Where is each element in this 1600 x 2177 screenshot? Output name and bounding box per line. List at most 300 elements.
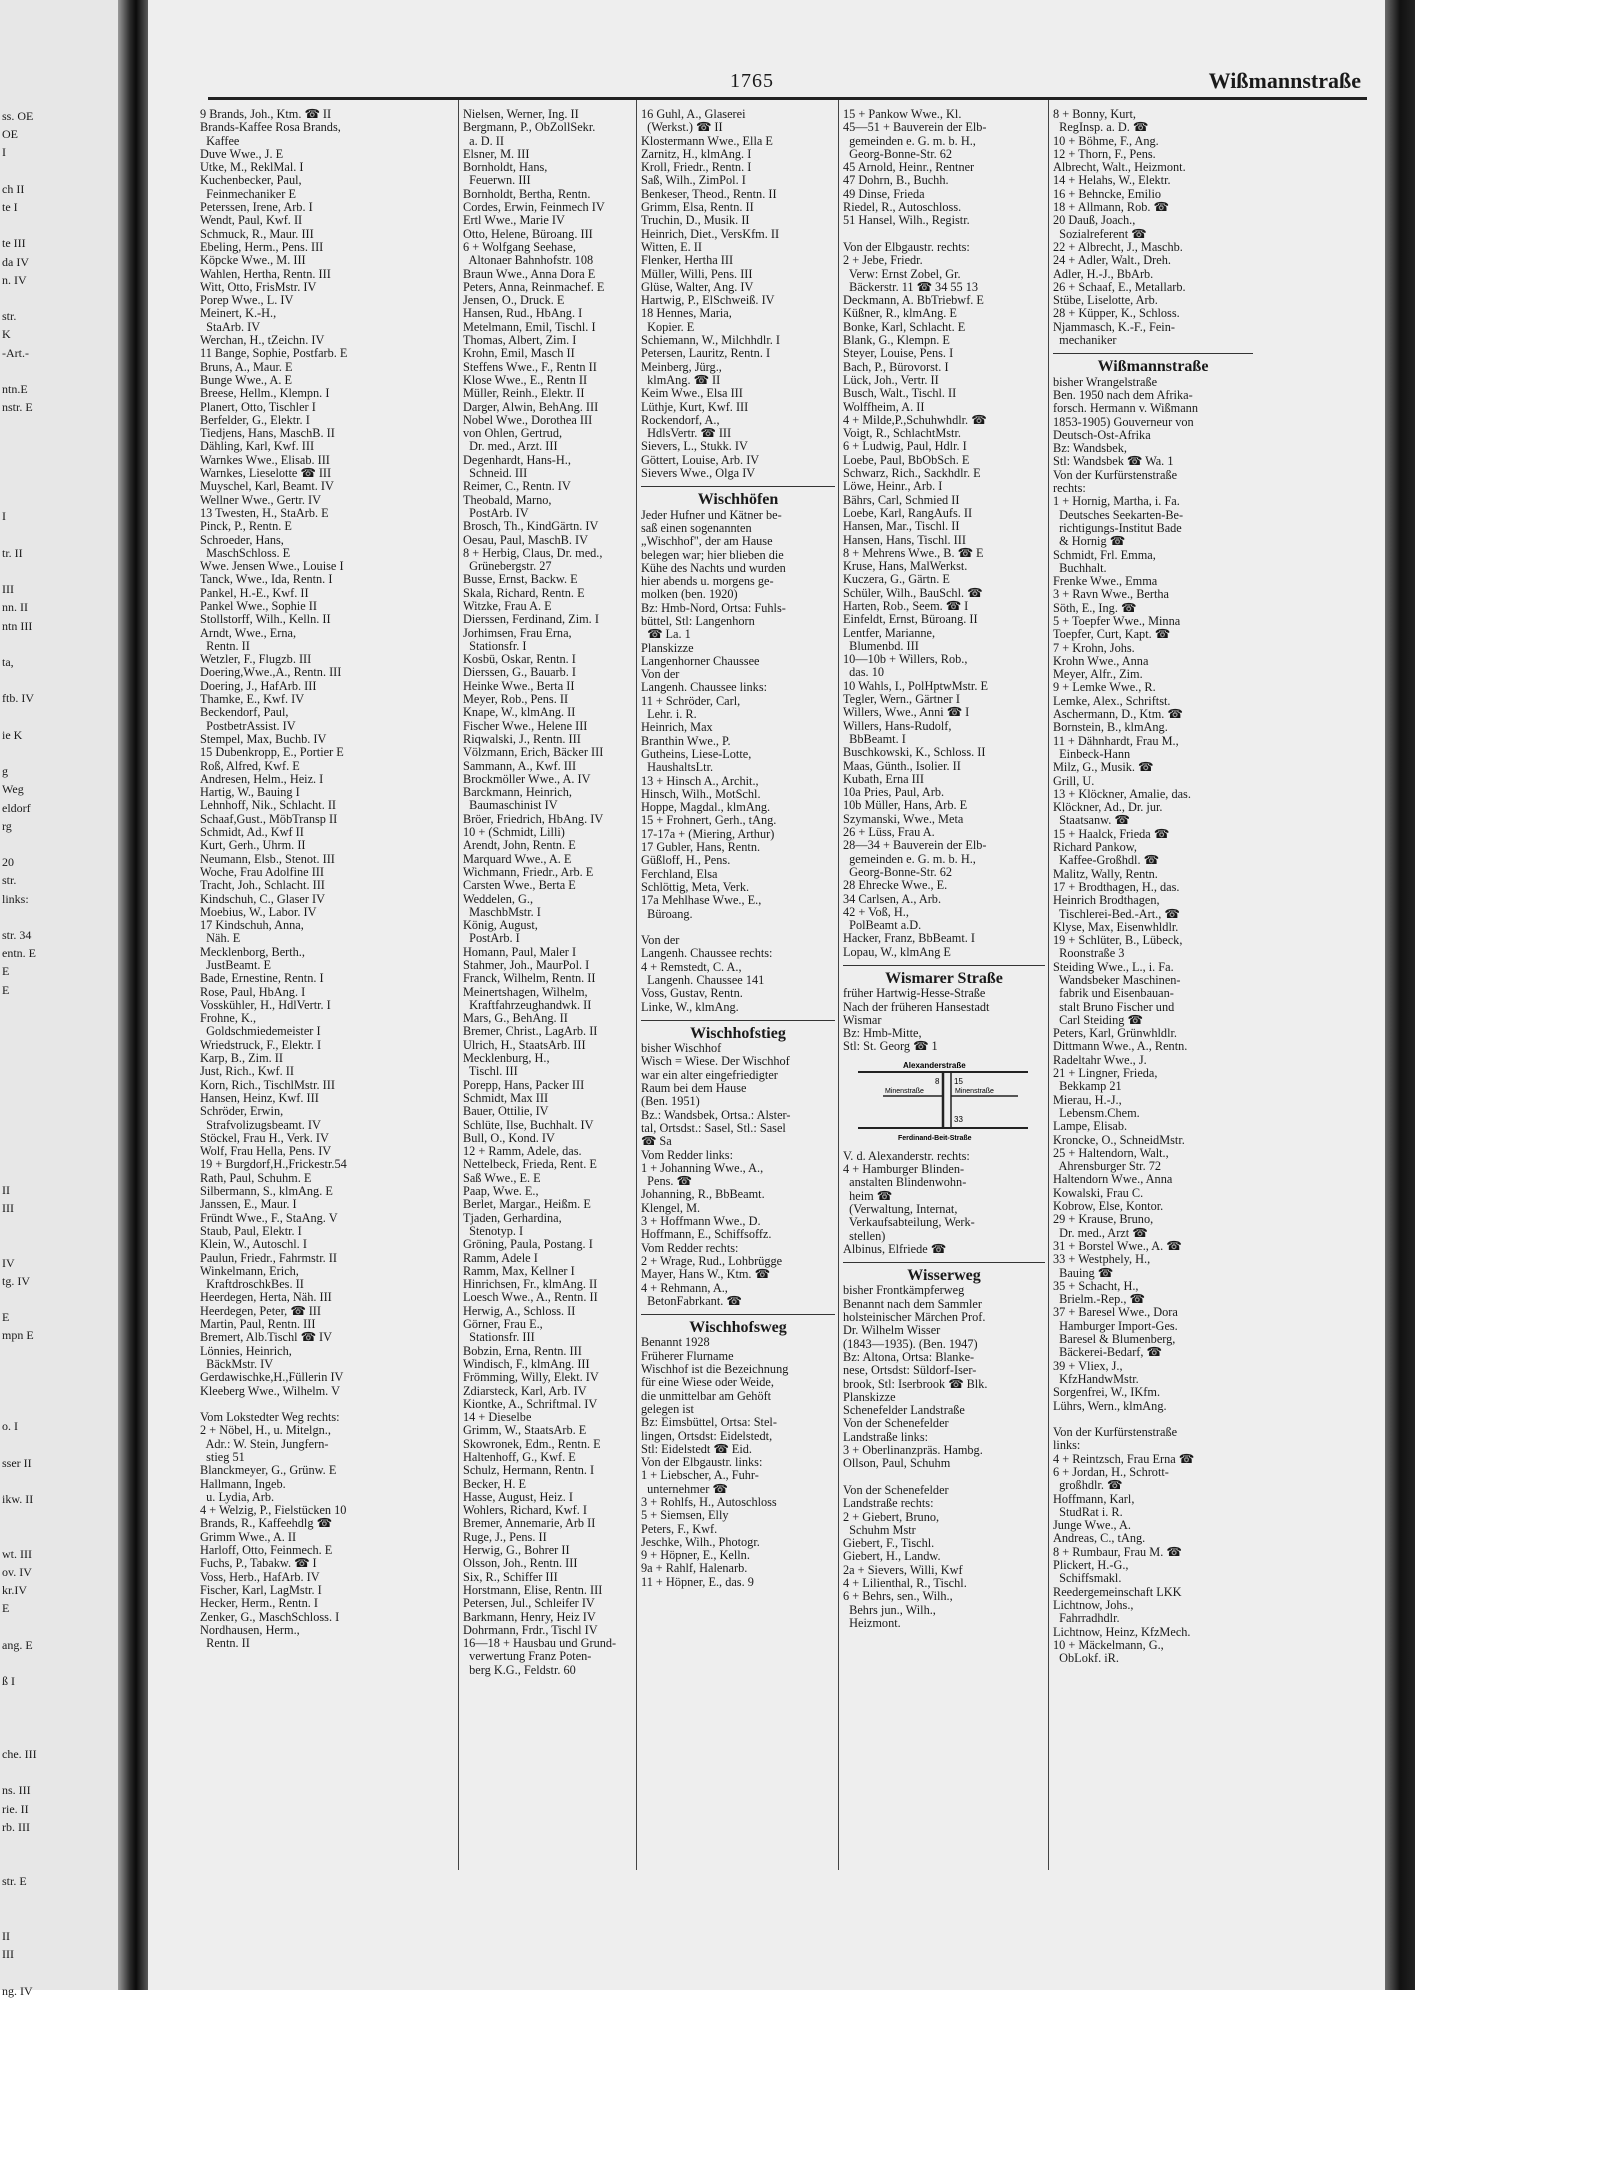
entry-line: Olsson, Joh., Rentn. III <box>463 1556 578 1571</box>
entry-line: Janssen, E., Maur. I <box>200 1197 297 1212</box>
left-page-text: ang. E <box>2 1637 33 1652</box>
entry-line: Schaaf,Gust., MöbTransp II <box>200 811 338 826</box>
entry-line: PostArb. IV <box>463 505 529 520</box>
entry-line: Sievers Wwe., Olga IV <box>641 466 756 481</box>
entry-line: Dr. med., Arzt ☎ <box>1053 1225 1148 1240</box>
entry-line: Branthin Wwe., P. <box>641 733 731 748</box>
entry-line: Bauing ☎ <box>1053 1265 1114 1280</box>
entry-line: Schlöttig, Meta, Verk. <box>641 879 750 894</box>
entry-line: Tanck, Wwe., Ida, Rentn. I <box>200 572 333 587</box>
entry-line: Pens. ☎ <box>641 1174 692 1189</box>
entry-line: Homann, Paul, Maler I <box>463 944 577 959</box>
entry-line: Kraftfahrzeughandwk. II <box>463 997 592 1012</box>
entry-line: Vom Lokstedter Weg rechts: <box>200 1410 340 1425</box>
entry-line: Roonstraße 3 <box>1053 946 1125 961</box>
entry-line: Nordhausen, Herm., <box>200 1622 300 1637</box>
entry-line: Kurt, Gerh., Uhrm. II <box>200 838 306 853</box>
left-page-text: links: <box>2 891 29 906</box>
entry-line: BbBeamt. I <box>843 731 906 746</box>
entry-line: V. d. Alexanderstr. rechts: <box>843 1148 970 1163</box>
entry-line: Silbermann, S., klmAng. E <box>200 1184 333 1199</box>
left-page-text: E <box>2 982 10 997</box>
left-page-text: te I <box>2 200 18 214</box>
entry-line: Meyer, Alfr., Zim. <box>1053 667 1143 682</box>
entry-line: Peters, Anna, Reinmachef. E <box>463 279 605 294</box>
entry-line: Göttert, Louise, Arb. IV <box>641 452 760 467</box>
entry-line: Kubath, Erna III <box>843 771 924 786</box>
entry-line: stellen) <box>843 1228 886 1243</box>
left-page-text: nn. II <box>2 600 28 615</box>
street-label: Ferdinand-Beit-Straße <box>898 1134 972 1142</box>
entry-line: Arendt, John, Rentn. E <box>463 838 576 853</box>
entry-line: 20 Dauß, Joach., <box>1053 213 1136 228</box>
left-page-text: II <box>2 1929 10 1943</box>
left-page-text: -Art.- <box>2 345 29 360</box>
entry-line: Schwarz, Rich., Sackhdlr. E <box>843 466 981 481</box>
left-page-text: OE <box>2 127 18 142</box>
entry-line: 9 Brands, Joh., Ktm. ☎ II <box>200 107 332 121</box>
entry-line: MaschbMstr. I <box>463 904 541 919</box>
entry-line: Breese, Hellm., Klempn. I <box>200 386 330 401</box>
entry-line: Früherer Flurname <box>641 1348 734 1363</box>
entry-line: Maas, Günth., Isolier. II <box>843 758 961 773</box>
entry-line: Dr. Wilhelm Wisser <box>843 1323 941 1338</box>
entry-line: 17 Kindschuh, Anna, <box>200 918 304 933</box>
entry-line: Jeschke, Wilh., Photogr. <box>641 1534 760 1549</box>
entry-line: Warnkes Wwe., Elisab. III <box>200 452 330 467</box>
entry-line: belegen war; hier blieben die <box>641 547 784 562</box>
left-page-text: ns. III <box>2 1783 31 1798</box>
left-page-text: str. 34 <box>2 928 32 942</box>
entry-line: Grill, U. <box>1053 773 1095 788</box>
entry-line: Dittmann Wwe., A., Rentn. <box>1053 1039 1188 1054</box>
entry-line: Bremer, Christ., LagArb. II <box>463 1024 598 1039</box>
entry-line: Planskizze <box>843 1389 896 1404</box>
entry-line: Riedel, R., Autoschloss. <box>843 200 962 215</box>
entry-line: Brands-Kaffee Rosa Brands, <box>200 120 341 135</box>
entry-line: ☎ Sa <box>641 1134 672 1149</box>
entry-line: Wischhof ist die Bezeichnung <box>641 1362 789 1377</box>
street-heading: Wischhofstieg <box>690 1024 786 1042</box>
entry-line: 12 + Ramm, Adele, das. <box>463 1144 582 1159</box>
entry-line: Lichtnow, Heinz, KfzMech. <box>1053 1624 1191 1639</box>
entry-line: Hansen, Hans, Tischl. III <box>843 532 966 547</box>
entry-line: Bach, P., Bürovorst. I <box>843 359 949 374</box>
entry-line: Schmidt, Max III <box>463 1090 549 1105</box>
entry-line: Bekkamp 21 <box>1053 1079 1122 1094</box>
entry-line: Benannt nach dem Sammler <box>843 1296 982 1311</box>
entry-line: 3 + Oberlinanzpräs. Hambg. <box>843 1443 983 1458</box>
entry-line: 9 + Lemke Wwe., R. <box>1053 680 1156 695</box>
entry-line: Lück, Joh., Vertr. II <box>843 372 939 387</box>
entry-line: Junge Wwe., A. <box>1053 1518 1131 1533</box>
book-gutter <box>118 0 148 1990</box>
entry-line: Heinrich, Max <box>641 720 713 735</box>
entry-line: Schneid. III <box>463 466 528 481</box>
entry-line: Hartig, W., Bauing I <box>200 785 300 800</box>
entry-line: bisher Wischhof <box>641 1041 722 1056</box>
entry-line: Wellner Wwe., Gertr. IV <box>200 492 322 507</box>
entry-line: Johanning, R., BbBeamt. <box>641 1187 765 1202</box>
entry-line: JustBeamt. E <box>200 958 272 972</box>
entry-line: 14 + Helahs, W., Elektr. <box>1053 173 1171 188</box>
entry-line: Lönnies, Heinrich, <box>200 1343 292 1358</box>
entry-line: Bunge Wwe., A. E <box>200 372 292 387</box>
entry-line: Dr. med., Arzt. III <box>463 439 558 454</box>
entry-line: Schmidt, Frl. Emma, <box>1053 547 1156 562</box>
left-page-text: E <box>2 964 10 979</box>
entry-line: 3 + Ravn Wwe., Bertha <box>1053 587 1169 602</box>
entry-line: Stenotyp. I <box>463 1223 524 1238</box>
entry-line: Altonaer Bahnhofstr. 108 <box>463 253 594 268</box>
entry-line: Sozialreferent ☎ <box>1053 226 1147 241</box>
entry-line: Rentn. II <box>200 638 250 653</box>
entry-line: Schenefelder Landstraße <box>843 1403 965 1418</box>
entry-line: 4 + Hamburger Blinden- <box>843 1162 965 1177</box>
entry-line: lingen, Ortsdst: Eidelstedt, <box>641 1428 773 1443</box>
entry-line: Blumenbd. III <box>843 638 919 653</box>
entry-line: Tiedjens, Hans, MaschB. II <box>200 426 335 441</box>
entry-line: Hansen, Rud., HbAng. I <box>463 306 583 321</box>
entry-line: Einbeck-Hann <box>1053 746 1131 761</box>
entry-line: Kruse, Hans, MalWerkst. <box>843 559 968 574</box>
entry-line: Fischer, Karl, LagMstr. I <box>200 1582 322 1597</box>
entry-line: 51 Hansel, Wilh., Registr. <box>843 213 970 228</box>
entry-line: Voss, Gustav, Rentn. <box>641 986 743 1001</box>
entry-line: Ebeling, Herm., Pens. III <box>200 239 324 254</box>
entry-line: MaschSchloss. E <box>200 545 291 560</box>
left-page-text: III <box>2 1947 14 1962</box>
entry-line: Müller, Reinh., Elektr. II <box>463 386 585 401</box>
left-page-text: E <box>2 1601 10 1616</box>
entry-line: Wichmann, Friedr., Arb. E <box>463 864 594 879</box>
entry-line: Hasse, August, Heiz. I <box>463 1489 573 1504</box>
section-rule <box>843 965 1045 966</box>
entry-line: Wriedstruck, F., Elektr. I <box>200 1037 322 1052</box>
entry-line: Andreas, C., tAng. <box>1053 1531 1146 1546</box>
entry-line: & Hornig ☎ <box>1053 534 1126 549</box>
entry-line: 10 Wahls, I., PolHptwMstr. E <box>843 678 988 693</box>
entry-line: Njammasch, K.-F., Fein- <box>1053 319 1175 334</box>
left-page-text: ng. IV <box>2 1983 33 1998</box>
entry-line: PostbetrAssist. IV <box>200 718 296 733</box>
entry-line: Von der Elbgaustr. links: <box>641 1455 763 1470</box>
entry-line: Schroeder, Hans, <box>200 532 284 547</box>
entry-line: Linke, W., klmAng. <box>641 999 739 1014</box>
entry-line: u. Lydia, Arb. <box>200 1489 275 1504</box>
entry-line: 6 + Ludwig, Paul, Hdlr. I <box>843 439 967 454</box>
entry-line: Wendt, Paul, Kwf. II <box>200 213 303 228</box>
entry-line: 35 + Schacht, H., <box>1053 1278 1139 1293</box>
entry-line: Glüse, Walter, Ang. IV <box>641 279 754 294</box>
entry-line: Einfeldt, Ernst, Büroang. II <box>843 612 978 627</box>
entry-line: Haltenhoff, G., Kwf. E <box>463 1449 576 1464</box>
entry-line: Sammann, A., Kwf. III <box>463 758 577 773</box>
entry-line: Steffens Wwe., F., Rentn II <box>463 359 597 374</box>
entry-line: Meinberg, Jürg., <box>641 359 722 374</box>
entry-line: Bz: Altona, Ortsa: Blanke- <box>843 1349 975 1364</box>
entry-line: König, August, <box>463 918 538 933</box>
entry-line: 31 + Borstel Wwe., A. ☎ <box>1053 1238 1182 1253</box>
entry-line: 2a + Sievers, Willi, Kwf <box>843 1562 963 1577</box>
entry-line: 10 + (Schmidt, Lilli) <box>463 825 565 840</box>
column-rule <box>1048 100 1049 1870</box>
entry-line: Peters, F., Kwf. <box>641 1521 718 1536</box>
entry-line: Tracht, Joh., Schlacht. III <box>200 878 325 893</box>
street-label: Minenstraße <box>955 1087 994 1095</box>
entry-line: Klein, W., Autoschl. I <box>200 1237 307 1252</box>
entry-line: Barckmann, Heinrich, <box>463 785 572 800</box>
entry-line: Braun Wwe., Anna Dora E <box>463 266 596 281</box>
entry-line: Doering,Wwe.,A., Rentn. III <box>200 665 342 680</box>
entry-line: Schröder, Erwin, <box>200 1104 284 1119</box>
entry-line: Hoppe, Magdal., klmAng. <box>641 800 771 815</box>
entry-line: Stempel, Max, Buchb. IV <box>200 731 327 746</box>
entry-line: Kühe des Nachts und wurden <box>641 560 786 575</box>
entry-line: Frohne, K., <box>200 1011 257 1026</box>
entry-line: Martin, Paul, Rentn. III <box>200 1317 316 1332</box>
entry-line: Theobald, Marno, <box>463 492 552 507</box>
entry-line: Verw: Ernst Zobel, Gr. <box>843 266 961 281</box>
entry-line: 4 + Lilienthal, R., Tischl. <box>843 1575 967 1590</box>
left-page-text: da IV <box>2 254 29 269</box>
street-label: 8 <box>935 1076 940 1086</box>
left-page-text: II <box>2 1182 10 1197</box>
entry-line: Lopau, W., klmAng E <box>843 944 951 959</box>
entry-line: Heinke Wwe., Berta II <box>463 678 575 693</box>
entry-line: Völzmann, Erich, Bäcker III <box>463 745 604 760</box>
entry-line: Raum bei dem Hause <box>641 1081 747 1096</box>
entry-line: Bz: Hmb-Nord, Ortsa: Fuhls- <box>641 600 786 615</box>
entry-line: bisher Wrangelstraße <box>1053 374 1158 389</box>
entry-line: Becker, H. E <box>463 1476 527 1491</box>
entry-line: Hartwig, P., ElSchweiß. IV <box>641 293 775 308</box>
entry-line: Nettelbeck, Frieda, Rent. E <box>463 1157 597 1172</box>
entry-line: Langenh. Chaussee 141 <box>641 973 765 987</box>
entry-line: Landstraße links: <box>843 1429 929 1444</box>
entry-line: KfzHandwMstr. <box>1053 1371 1139 1386</box>
entry-line: BetonFabrkant. ☎ <box>641 1293 742 1308</box>
entry-line: Hamburger Import-Ges. <box>1053 1318 1178 1333</box>
entry-line: Von der <box>641 667 680 682</box>
left-page-text: K <box>2 327 11 342</box>
entry-line: Vom Redder rechts: <box>641 1240 739 1255</box>
entry-line: 34 Carlsen, A., Arb. <box>843 891 942 906</box>
entry-line: unternehmer ☎ <box>641 1481 728 1496</box>
column-rule <box>838 100 839 1870</box>
left-page-text: ftb. IV <box>2 691 34 706</box>
entry-line: Voss, Herb., HafArb. IV <box>200 1569 320 1584</box>
entry-line: Lichtnow, Johs., <box>1053 1597 1134 1612</box>
left-page-text: ß I <box>2 1674 15 1689</box>
entry-line: gelegen ist <box>641 1401 694 1416</box>
entry-line: Fahrradhdlr. <box>1053 1611 1120 1626</box>
entry-line: Barkmann, Henry, Heiz IV <box>463 1609 596 1624</box>
entry-line: 42 + Voß, H., <box>843 904 909 919</box>
entry-line: Peters, Karl, Grünwhldlr. <box>1053 1026 1177 1041</box>
entry-line: Herwig, G., Bohrer II <box>463 1543 570 1558</box>
entry-line: ☎ La. 1 <box>641 627 691 642</box>
entry-line: Bruns, A., Maur. E <box>200 359 293 374</box>
entry-line: 16—18 + Hausbau und Grund- <box>463 1636 617 1651</box>
entry-line: Sorgenfrei, W., IKfm. <box>1053 1385 1161 1400</box>
entry-line: Carl Steiding ☎ <box>1053 1012 1143 1027</box>
entry-line: mechaniker <box>1053 333 1117 348</box>
left-page-text: str. <box>2 873 17 888</box>
entry-line: Thamke, E., Kwf. IV <box>200 692 305 707</box>
entry-line: Giebert, H., Landw. <box>843 1549 941 1564</box>
entry-line: Fuchs, P., Tabakw. ☎ I <box>200 1556 317 1571</box>
entry-line: Zarnitz, H., klmAng. I <box>641 146 752 161</box>
entry-line: Cordes, Erwin, Feinmech IV <box>463 200 605 215</box>
section-rule <box>1053 353 1253 354</box>
entry-line: 19 + Burgdorf,H.,Frickestr.54 <box>200 1157 347 1172</box>
entry-line: Werchan, H., tZeichn. IV <box>200 333 325 348</box>
entry-line: 26 + Lüss, Frau A. <box>843 825 935 840</box>
entry-line: Rath, Paul, Schuhm. E <box>200 1170 312 1185</box>
entry-line: 17 Gubler, Hans, Rentn. <box>641 840 761 855</box>
left-page-text: I <box>2 145 6 160</box>
entry-line: Berfelder, G., Elektr. I <box>200 412 310 427</box>
entry-line: Von der Kurfürstenstraße <box>1053 1425 1178 1440</box>
street-heading: Wischhofsweg <box>689 1319 787 1337</box>
entry-line: Küßner, R., klmAng. E <box>843 306 957 321</box>
entry-line: Heinrich Brodthagen, <box>1053 893 1160 908</box>
entry-line: Krohn, Emil, Masch II <box>463 346 575 361</box>
entry-line: 6 + Jordan, H., Schrott- <box>1053 1464 1169 1479</box>
entry-line: 18 Hennes, Maria, <box>641 306 732 321</box>
entry-line: Bz: Hmb-Mitte, <box>843 1026 922 1041</box>
entry-line: Andresen, Helm., Heiz. I <box>200 771 324 786</box>
entry-line: Lentfer, Marianne, <box>843 625 936 640</box>
entry-line: Keim Wwe., Elsa III <box>641 386 743 401</box>
entry-line: Lebensm.Chem. <box>1053 1105 1140 1120</box>
entry-line <box>641 921 835 934</box>
entry-line: Meinert, K.-H., <box>200 306 277 321</box>
entry-line: Heerdegen, Herta, Näh. III <box>200 1290 332 1305</box>
entry-line: 49 Dinse, Frieda <box>843 186 925 201</box>
entry-line: Weddelen, G., <box>463 891 534 906</box>
left-page-text: te III <box>2 236 26 251</box>
entry-line: Carsten Wwe., Berta E <box>463 878 576 893</box>
entry-line: Tischlerei-Bed.-Art., ☎ <box>1053 906 1180 921</box>
entry-line: 15 Dubenkropp, E., Portier E <box>200 745 344 760</box>
street-heading: Wisserweg <box>907 1267 981 1285</box>
entry-line: Kosbü, Oskar, Rentn. I <box>463 652 576 667</box>
entry-line: Thomas, Albert, Zim. I <box>463 333 577 348</box>
entry-line: Bz: Eimsbüttel, Ortsa: Stel- <box>641 1415 777 1430</box>
entry-line: Just, Rich., Kwf. II <box>200 1064 294 1079</box>
left-page-text: g <box>2 764 8 779</box>
entry-line: Adler, H.-J., BbArb. <box>1053 266 1154 281</box>
street-label: 33 <box>954 1114 963 1124</box>
left-page-text: Weg <box>2 782 24 797</box>
entry-line: StaArb. IV <box>200 319 261 334</box>
entry-line: Brockmöller Wwe., A. IV <box>463 771 591 786</box>
entry-line: Vosskühler, H., HdlVertr. I <box>200 997 331 1012</box>
entry-line: Elsner, M. III <box>463 146 530 161</box>
entry-line: Wetzler, F., Flugzb. III <box>200 652 312 667</box>
entry-line: Aschermann, D., Ktm. ☎ <box>1053 707 1183 722</box>
entry-line: 28—34 + Bauverein der Elb- <box>843 838 987 853</box>
entry-line: Ruge, J., Pens. II <box>463 1529 547 1544</box>
entry-line: Malitz, Wally, Rentn. <box>1053 866 1158 881</box>
entry-line: Langenh. Chaussee rechts: <box>641 946 773 961</box>
entry-line: Gröning, Paula, Postang. I <box>463 1237 593 1252</box>
entry-line: anstalten Blindenwohn- <box>843 1175 967 1190</box>
entry-line: BäckMstr. IV <box>200 1356 274 1371</box>
entry-line: Planskizze <box>641 640 694 655</box>
entry-line: 10 + Böhme, F., Ang. <box>1053 133 1159 148</box>
entry-line: Wohlers, Richard, Kwf. I <box>463 1503 587 1518</box>
entry-line: Stahmer, Joh., MaurPol. I <box>463 958 590 972</box>
entry-line: Georg-Bonne-Str. 62 <box>843 864 953 879</box>
section-rule <box>843 1262 1045 1263</box>
entry-line: 24 + Adler, Walt., Dreh. <box>1053 253 1171 268</box>
entry-line: Von der Elbgaustr. rechts: <box>843 239 970 254</box>
left-page-text: I <box>2 509 6 524</box>
entry-line: 11 + Schröder, Carl, <box>641 693 741 708</box>
entry-line: Wisch = Wiese. Der Wischhof <box>641 1054 790 1069</box>
entry-line: 2 + Nöbel, H., u. Mitelgn., <box>200 1423 331 1438</box>
entry-line: Pankel Wwe., Sophie II <box>200 598 317 613</box>
entry-line: Heizmont. <box>843 1615 901 1630</box>
entry-line: Stübe, Liselotte, Arb. <box>1053 293 1158 308</box>
entry-line: 33 + Westphely, H., <box>1053 1252 1151 1267</box>
entry-line: 7 + Krohn, Johs. <box>1053 640 1135 655</box>
entry-line: Stl: Wandsbek ☎ Wa. 1 <box>1053 454 1174 469</box>
entry-line: Jeder Hufner und Kätner be- <box>641 507 782 522</box>
entry-line: Paulun, Friedr., Fahrmstr. II <box>200 1250 337 1265</box>
left-page-text: III <box>2 1201 14 1215</box>
entry-line: Plickert, H.-G., <box>1053 1558 1129 1573</box>
section-rule <box>641 486 835 487</box>
entry-line: 17a Mehlhase Wwe., E., <box>641 893 762 908</box>
entry-line: Loebe, Karl, RangAufs. II <box>843 505 973 520</box>
entry-line: Tjaden, Gerhardina, <box>463 1210 562 1225</box>
entry-line: 17 + Brodthagen, H., das. <box>1053 879 1180 894</box>
entry-line: Frömming, Willy, Elekt. IV <box>463 1370 599 1385</box>
entry-line: Bull, O., Kond. IV <box>463 1130 555 1145</box>
entry-line: Saß, Wilh., ZimPol. I <box>641 173 746 188</box>
entry-line: Porepp, Hans, Packer III <box>463 1077 585 1092</box>
entry-line: Kuczera, G., Gärtn. E <box>843 572 950 587</box>
entry-line: 8 + Bonny, Kurt, <box>1053 107 1136 121</box>
entry-line: Kobrow, Else, Kontor. <box>1053 1199 1164 1214</box>
entry-line: Kroll, Friedr., Rentn. I <box>641 160 752 175</box>
entry-line: 1 + Johanning Wwe., A., <box>641 1160 764 1175</box>
entry-line <box>843 228 1045 241</box>
entry-line: 11 Bange, Sophie, Postfarb. E <box>200 346 348 361</box>
entry-line: Hecker, Herm., Rentn. I <box>200 1596 318 1611</box>
entry-line: Knape, W., klmAng. II <box>463 705 576 720</box>
column-5 <box>1053 108 1253 1893</box>
street-sketch-map <box>843 1056 1033 1148</box>
entry-line: Wandsbeker Maschinen- <box>1053 973 1181 987</box>
entry-line: großhdlr. ☎ <box>1053 1478 1123 1493</box>
entry-line: Zenker, G., MaschSchloss. I <box>200 1609 340 1624</box>
header-rule <box>208 97 1367 100</box>
entry-line: Tegler, Wern., Gärtner I <box>843 692 960 707</box>
column-rule <box>636 100 637 1870</box>
entry-line: StudRat i. R. <box>1053 1504 1123 1519</box>
column-3 <box>641 108 835 1893</box>
entry-line: Voigt, R., SchlachtMstr. <box>843 426 961 441</box>
entry-line: Busse, Ernst, Backw. E <box>463 572 578 587</box>
entry-line: Bornholdt, Bertha, Rentn. <box>463 186 591 201</box>
entry-line: stieg 51 <box>200 1449 245 1464</box>
entry-line: Ramm, Max, Kellner I <box>463 1263 575 1278</box>
